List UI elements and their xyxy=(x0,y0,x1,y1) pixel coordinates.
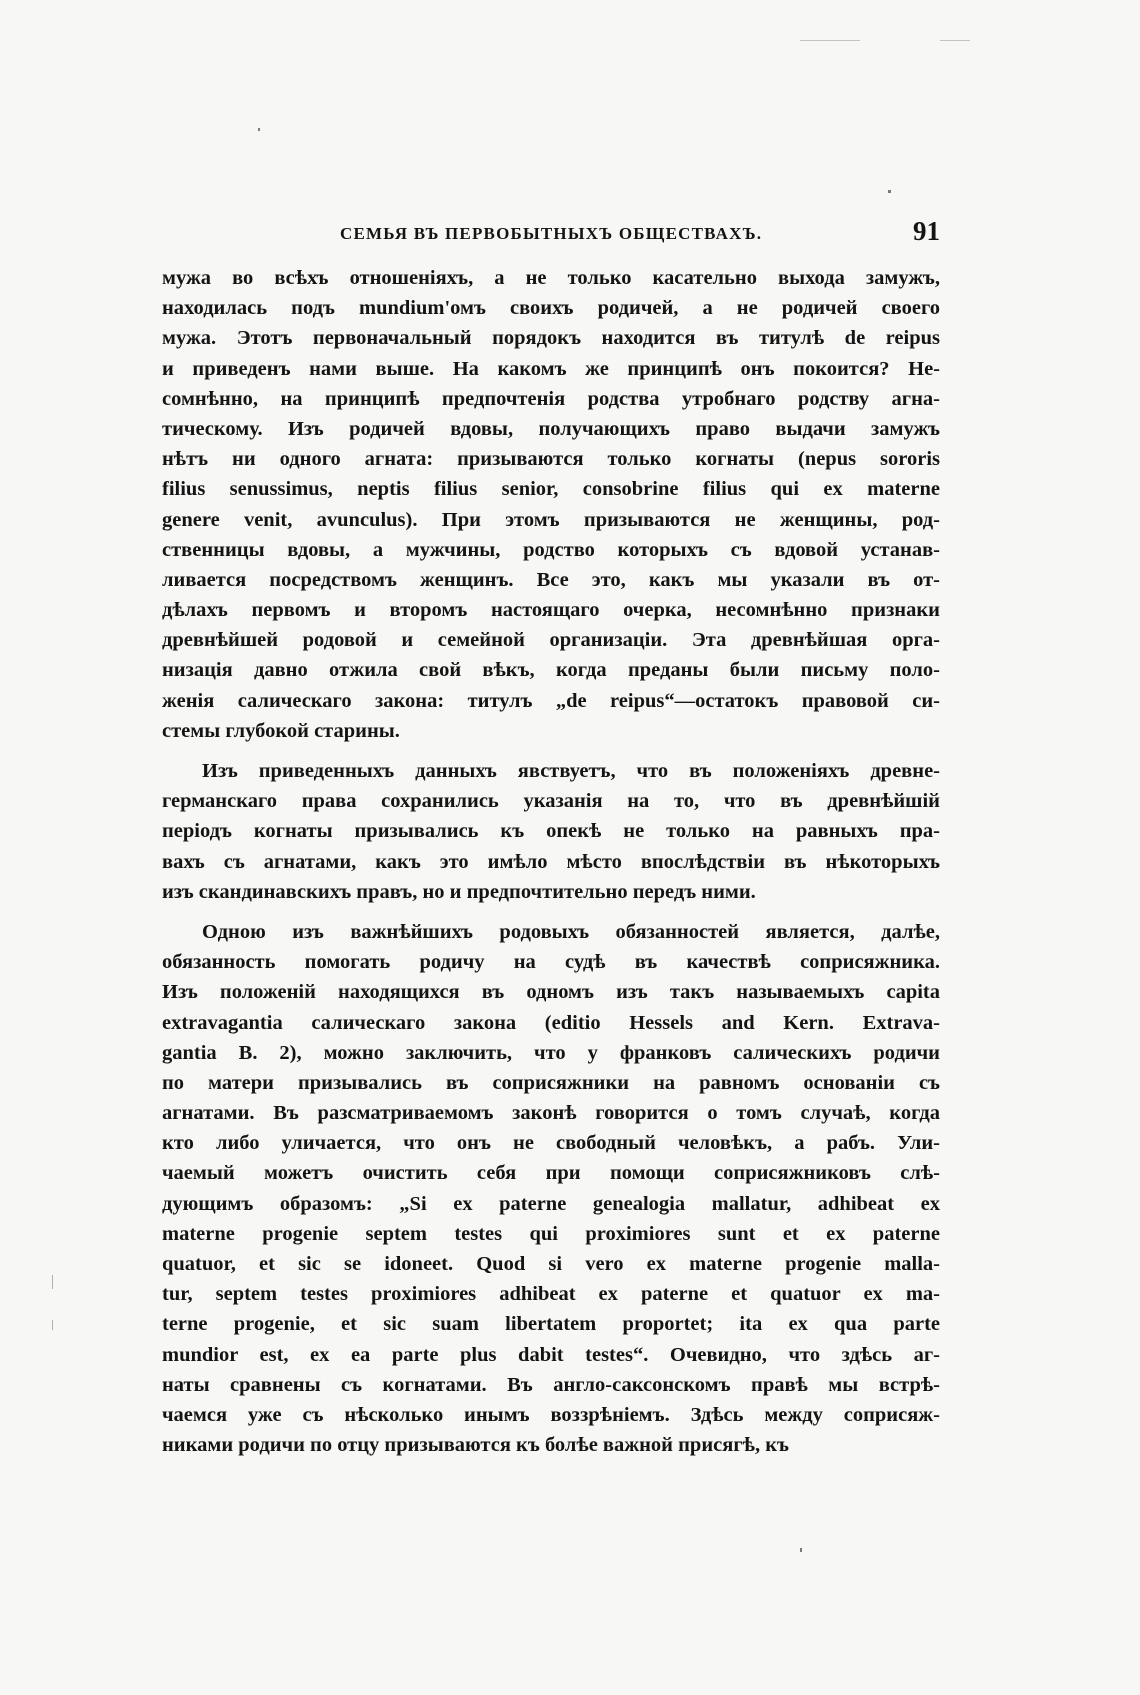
text-line: изъ скандинавскихъ правъ, но и предпочтительно передъ ними. xyxy=(162,880,756,903)
paragraph xyxy=(162,917,940,1460)
scan-edge-mark xyxy=(52,1275,53,1289)
text-line: чаемый можетъ очистить себя при помощи соприсяжниковъ слѣ- xyxy=(162,1162,940,1185)
text-line: стемы глубокой старины. xyxy=(162,719,400,742)
text-line: дѣлахъ первомъ и второмъ настоящаго очерка, несомнѣнно признаки xyxy=(162,599,940,622)
text-line: агнатами. Въ разсматриваемомъ законѣ говорится о томъ случаѣ, когда xyxy=(162,1102,940,1125)
text-line: кто либо уличается, что онъ не свободный человѣкъ, а рабъ. Ули- xyxy=(162,1132,940,1155)
text-line: обязанность помогать родичу на судѣ въ качествѣ соприсяжника. xyxy=(162,951,940,974)
text-line: древнѣйшей родовой и семейной организаціи. Эта древнѣйшая орга- xyxy=(162,629,940,652)
text-line: вахъ съ агнатами, какъ это имѣло мѣсто впослѣдствіи въ нѣкоторыхъ xyxy=(162,850,940,873)
body-text xyxy=(162,263,940,1470)
scan-speck xyxy=(258,128,260,131)
paragraph xyxy=(162,756,940,907)
text-line: mundior est, ex ea parte plus dabit testes“. Очевидно, что здѣсь аг- xyxy=(162,1343,940,1366)
running-title: СЕМЬЯ ВЪ ПЕРВОБЫТНЫХЪ ОБЩЕСТВАХЪ. xyxy=(340,224,763,243)
text-line: германскаго права сохранились указанія на то, что въ древнѣйшій xyxy=(162,790,940,813)
text-line: ственницы вдовы, а мужчины, родство которыхъ съ вдовой устанав- xyxy=(162,538,940,561)
text-line: мужа во всѣхъ отношеніяхъ, а не только касательно выхода замужъ, xyxy=(162,267,940,289)
text-line: Изъ приведенныхъ данныхъ явствуетъ, что въ положеніяхъ древне- xyxy=(202,760,940,782)
text-line: низація давно отжила свой вѣкъ, когда преданы были письму поло- xyxy=(162,659,940,682)
text-line: дующимъ образомъ: „Si ex paterne genealogia mallatur, adhibeat ex xyxy=(162,1192,940,1215)
text-line: періодъ когнаты призывались къ опекѣ не только на равныхъ пра- xyxy=(162,820,940,843)
text-line: Одною изъ важнѣйшихъ родовыхъ обязанностей является, далѣе, xyxy=(202,920,940,943)
scan-speck xyxy=(888,190,891,193)
text-line: quatuor, et sic se idoneet. Quod si vero ex materne progenie malla- xyxy=(162,1253,940,1275)
text-line: terne progenie, et sic suam libertatem proportet; ita ex qua parte xyxy=(162,1313,940,1336)
text-line: ливается посредствомъ женщинъ. Все это, какъ мы указали въ от- xyxy=(162,568,940,591)
text-line: genere venit, avunculus). При этомъ призываются не женщины, род- xyxy=(162,508,940,531)
text-line: filius senussimus, neptis filius senior, consobrine filius qui ex materne xyxy=(162,478,940,501)
text-line: женія салическаго закона: титулъ „de reipus“—остатокъ правовой си- xyxy=(162,689,940,712)
text-line: наты сравнены съ когнатами. Въ англо-саксонскомъ правѣ мы встрѣ- xyxy=(162,1373,940,1396)
text-line: и приведенъ нами выше. На какомъ же принципѣ онъ покоится? Не- xyxy=(162,357,940,380)
scan-speck xyxy=(800,1548,802,1552)
text-line: мужа. Этотъ первоначальный порядокъ находится въ титулѣ de reipus xyxy=(162,327,940,350)
text-line: чаемся уже съ нѣсколько инымъ воззрѣніемъ. Здѣсь между соприсяж- xyxy=(162,1403,940,1426)
text-line: extravagantia салическаго закона (editio Hessels and Kern. Extrava- xyxy=(162,1011,940,1034)
paragraph xyxy=(162,263,940,746)
text-line: по матери призывались въ соприсяжники на равномъ основаніи съ xyxy=(162,1071,940,1094)
scan-edge-mark xyxy=(800,40,860,41)
text-line: нѣтъ ни одного агната: призываются только когнаты (nepus sororis xyxy=(162,448,940,471)
text-line: tur, septem testes proximiores adhibeat ex paterne et quatuor ex ma- xyxy=(162,1283,940,1306)
page-number: 91 xyxy=(913,216,940,246)
text-line: сомнѣнно, на принципѣ предпочтенія родства утробнаго родству агна- xyxy=(162,387,940,410)
text-line: тическому. Изъ родичей вдовы, получающихъ право выдачи замужъ xyxy=(162,417,940,440)
text-line: никами родичи по отцу призываются къ болѣе важной присягѣ, къ xyxy=(162,1434,789,1457)
scan-edge-mark xyxy=(940,40,970,41)
text-line: materne progenie septem testes qui proximiores sunt et ex paterne xyxy=(162,1222,940,1245)
scan-edge-mark xyxy=(52,1320,53,1330)
text-line: Изъ положеній находящихся въ одномъ изъ такъ называемыхъ capita xyxy=(162,981,940,1004)
text-line: находилась подъ mundium'омъ своихъ родичей, а не родичей своего xyxy=(162,297,940,320)
page-header xyxy=(162,218,940,254)
text-line: gantia B. 2), можно заключить, что у франковъ салическихъ родичи xyxy=(162,1041,940,1064)
